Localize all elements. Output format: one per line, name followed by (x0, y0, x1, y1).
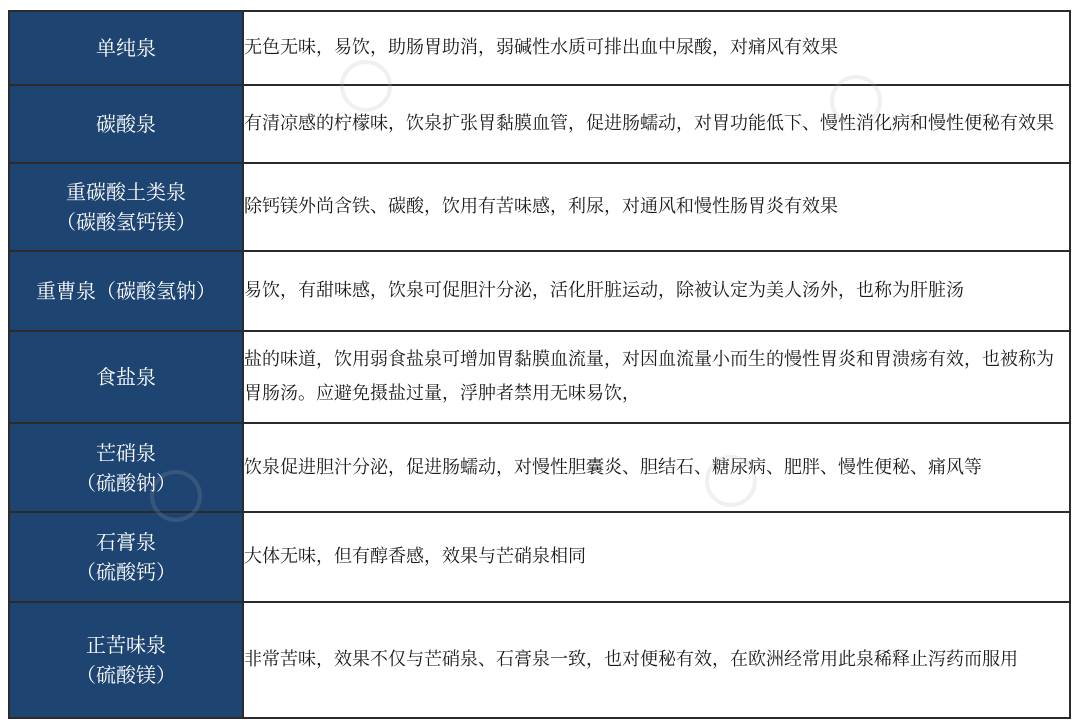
spring-type-cell (9, 602, 243, 718)
table-row (9, 11, 1070, 85)
table-row (9, 85, 1070, 163)
spring-description-cell: 饮泉促进胆汁分泌，促进肠蠕动，对慢性胆囊炎、胆结石、糖尿病、肥胖、慢性便秘、痛风等 (243, 423, 1070, 512)
spring-type-cell (9, 512, 243, 602)
spring-description-cell: 大体无味，但有醇香感，效果与芒硝泉相同 (243, 512, 1070, 602)
spring-type-cell (9, 331, 243, 423)
spring-type-name: 重碳酸土类泉 (66, 180, 186, 204)
spring-type-cell (9, 163, 243, 251)
spring-type-name: 石膏泉 (96, 530, 156, 554)
spring-type-name: 单纯泉 (96, 36, 156, 60)
hot-spring-table-container (8, 10, 1071, 719)
spring-description-cell: 无色无味，易饮，助肠胃助消，弱碱性水质可排出血中尿酸，对痛风有效果 (243, 11, 1070, 85)
table-row (9, 331, 1070, 423)
spring-description-cell: 非常苦味，效果不仅与芒硝泉、石膏泉一致，也对便秘有效，在欧洲经常用此泉稀释止泻药而服用 (243, 602, 1070, 718)
spring-description-cell: 盐的味道，饮用弱食盐泉可增加胃黏膜血流量，对因血流量小而生的慢性胃炎和胃溃疡有效，也被称为胃肠汤。应避免摄盐过量，浮肿者禁用无味易饮， (243, 331, 1070, 423)
spring-type-chemical: （硫酸钙） (76, 560, 176, 584)
spring-type-name: 食盐泉 (96, 365, 156, 389)
spring-type-cell (9, 11, 243, 85)
hot-spring-table (8, 10, 1071, 719)
spring-type-name: 芒硝泉 (96, 440, 156, 465)
table-row (9, 602, 1070, 718)
spring-type-cell (9, 423, 243, 512)
spring-description-cell: 除钙镁外尚含铁、碳酸，饮用有苦味感，利尿，对通风和慢性肠胃炎有效果 (243, 163, 1070, 251)
spring-type-name: 正苦味泉 (86, 633, 166, 657)
table-row (9, 512, 1070, 602)
spring-description-cell: 有清凉感的柠檬味，饮泉扩张胃黏膜血管，促进肠蠕动，对胃功能低下、慢性消化病和慢性便秘有效果 (243, 85, 1070, 163)
spring-type-cell (9, 251, 243, 331)
spring-type-chemical: （硫酸钠） (76, 470, 176, 495)
table-row (9, 423, 1070, 512)
spring-type-cell (9, 85, 243, 163)
spring-description-cell: 易饮，有甜味感，饮泉可促胆汁分泌，活化肝脏运动，除被认定为美人汤外，也称为肝脏汤 (243, 251, 1070, 331)
spring-type-chemical: （硫酸镁） (76, 663, 176, 687)
spring-type-name: 重曹泉（碳酸氢钠） (36, 279, 216, 303)
spring-type-name: 碳酸泉 (96, 112, 156, 136)
table-row (9, 163, 1070, 251)
table-row (9, 251, 1070, 331)
spring-type-chemical: （碳酸氢钙镁） (56, 210, 196, 234)
